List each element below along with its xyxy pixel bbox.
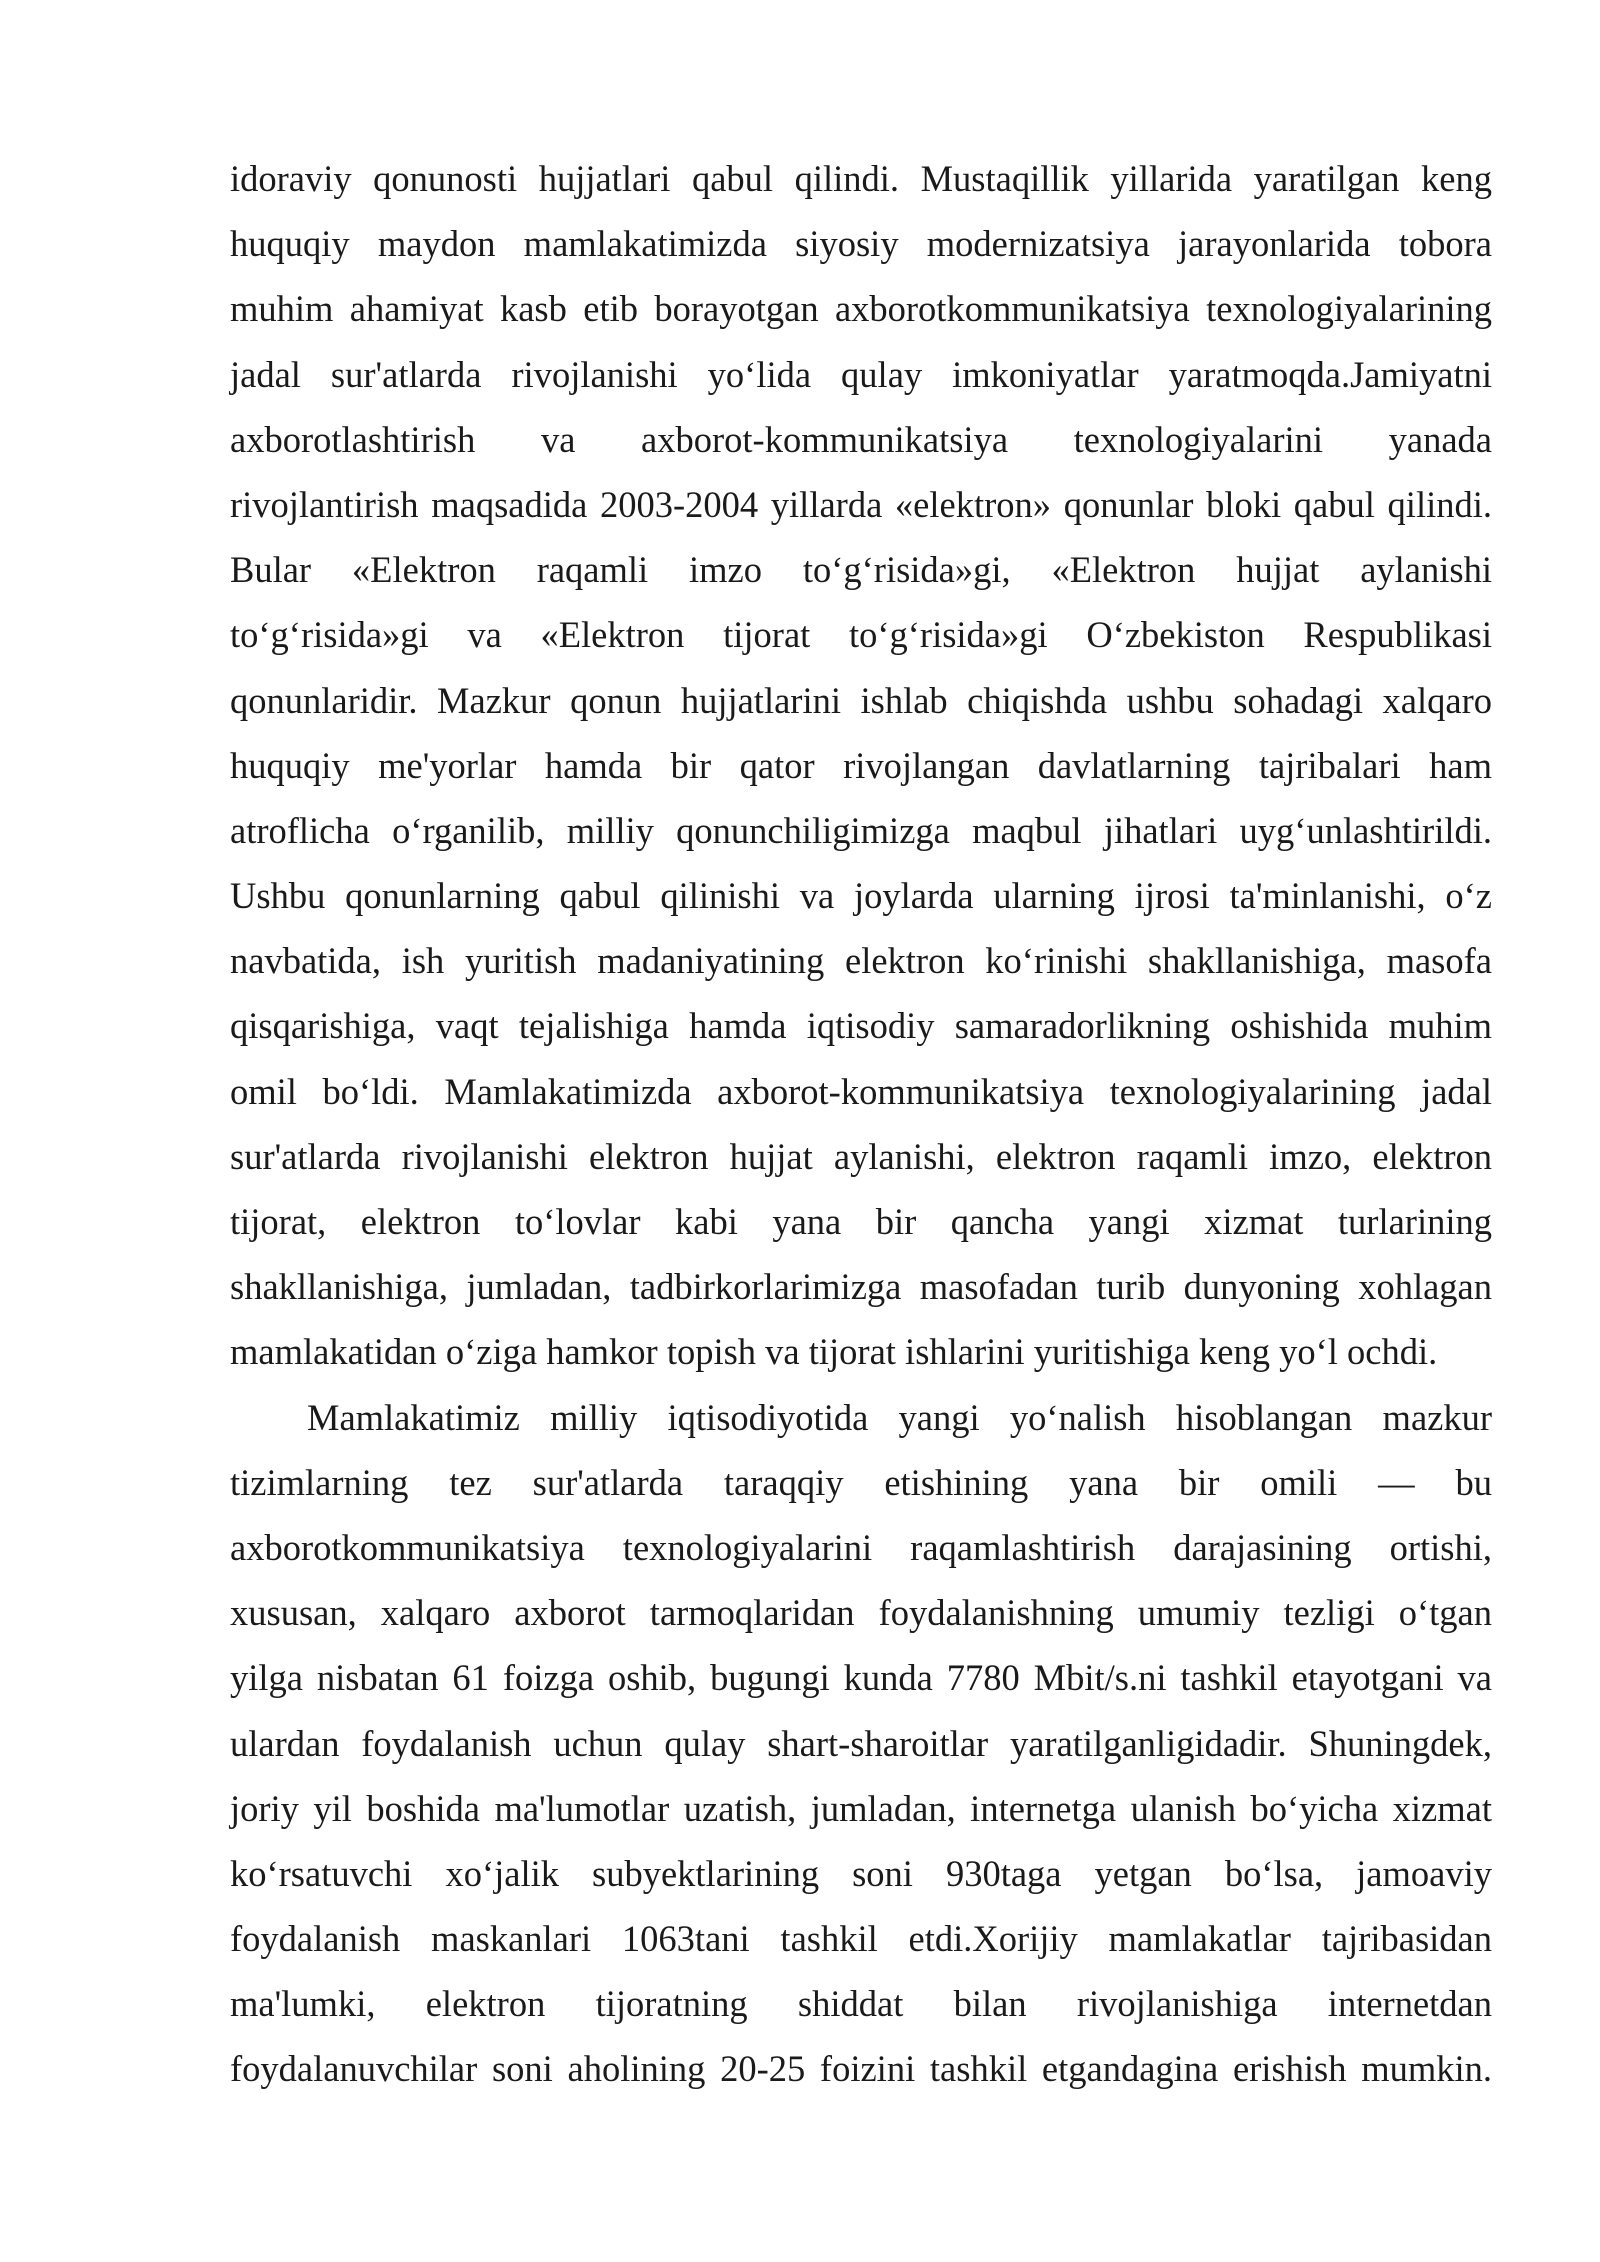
text-line: ulardan foydalanish uchun qulay shart-sharoitlar yaratilganligidadir. Shuningdek, xyxy=(230,1722,1492,1764)
text-line: tizimlarning tez sur'atlarda taraqqiy etishining yana bir omili — bu xyxy=(230,1461,1492,1503)
text-line: foydalanuvchilar soni aholining 20-25 foizini tashkil etgandagina erishish mumkin. xyxy=(230,2048,1492,2090)
text-line: sur'atlarda rivojlanishi elektron hujjat aylanishi, elektron raqamli imzo, elektron xyxy=(230,1135,1492,1177)
text-line: huquqiy maydon mamlakatimizda siyosiy modernizatsiya jarayonlarida tobora xyxy=(230,223,1492,265)
body-text xyxy=(230,146,1492,2102)
text-line: idoraviy qonunosti hujjatlari qabul qilindi. Mustaqillik yillarida yaratilgan keng xyxy=(230,158,1492,199)
text-line: ko‘rsatuvchi xo‘jalik subyektlarining soni 930taga yetgan bo‘lsa, jamoaviy xyxy=(230,1852,1492,1894)
paragraph-1 xyxy=(230,146,1492,1385)
text-line: foydalanish maskanlari 1063tani tashkil etdi.Xorijiy mamlakatlar tajribasidan xyxy=(230,1918,1492,1960)
text-line: Mamlakatimiz milliy iqtisodiyotida yangi yo‘nalish hisoblangan mazkur xyxy=(307,1396,1492,1438)
text-line: tijorat, elektron to‘lovlar kabi yana bir qancha yangi xizmat turlarining xyxy=(230,1201,1492,1242)
text-line: axborotlashtirish va axborot-kommunikatsiya texnologiyalarini yanada xyxy=(230,418,1492,460)
text-line: Bular «Elektron raqamli imzo to‘g‘risida»gi, «Elektron hujjat aylanishi xyxy=(230,549,1492,591)
text-line: ma'lumki, elektron tijoratning shiddat bilan rivojlanishiga internetdan xyxy=(230,1983,1492,2025)
text-line: qisqarishiga, vaqt tejalishiga hamda iqtisodiy samaradorlikning oshishida muhim xyxy=(230,1005,1492,1047)
text-line: huquqiy me'yorlar hamda bir qator rivojlangan davlatlarning tajribalari ham xyxy=(230,744,1492,786)
text-line: atroflicha o‘rganilib, milliy qonunchiligimizga maqbul jihatlari uyg‘unlashtirildi. xyxy=(230,809,1492,851)
text-line: omil bo‘ldi. Mamlakatimizda axborot-kommunikatsiya texnologiyalarining jadal xyxy=(230,1070,1492,1112)
text-line: joriy yil boshida ma'lumotlar uzatish, jumladan, internetga ulanish bo‘yicha xizmat xyxy=(230,1787,1492,1829)
text-line: jadal sur'atlarda rivojlanishi yo‘lida qulay imkoniyatlar yaratmoqda.Jamiyatni xyxy=(230,353,1492,395)
text-line: Ushbu qonunlarning qabul qilinishi va joylarda ularning ijrosi ta'minlanishi, o‘z xyxy=(230,875,1492,917)
text-line: rivojlantirish maqsadida 2003-2004 yillarda «elektron» qonunlar bloki qabul qilindi. xyxy=(230,483,1492,525)
text-line: mamlakatidan o‘ziga hamkor topish va tijorat ishlarini yuritishiga keng yo‘l ochdi. xyxy=(230,1331,1438,1373)
text-line: navbatida, ish yuritish madaniyatining elektron ko‘rinishi shakllanishiga, masofa xyxy=(230,940,1492,982)
text-line: qonunlaridir. Mazkur qonun hujjatlarini ishlab chiqishda ushbu sohadagi xalqaro xyxy=(230,679,1492,721)
text-line: shakllanishiga, jumladan, tadbirkorlarimizga masofadan turib dunyoning xohlagan xyxy=(230,1266,1492,1308)
text-line: to‘g‘risida»gi va «Elektron tijorat to‘g‘risida»gi O‘zbekiston Respublikasi xyxy=(230,614,1492,656)
text-line: muhim ahamiyat kasb etib borayotgan axborotkommunikatsiya texnologiyalarining xyxy=(230,288,1492,330)
text-line: yilga nisbatan 61 foizga oshib, bugungi kunda 7780 Mbit/s.ni tashkil etayotgani va xyxy=(230,1657,1492,1699)
text-line: axborotkommunikatsiya texnologiyalarini raqamlashtirish darajasining ortishi, xyxy=(230,1526,1492,1568)
text-line: xususan, xalqaro axborot tarmoqlaridan foydalanishning umumiy tezligi o‘tgan xyxy=(230,1592,1492,1634)
paragraph-2 xyxy=(230,1385,1492,2102)
